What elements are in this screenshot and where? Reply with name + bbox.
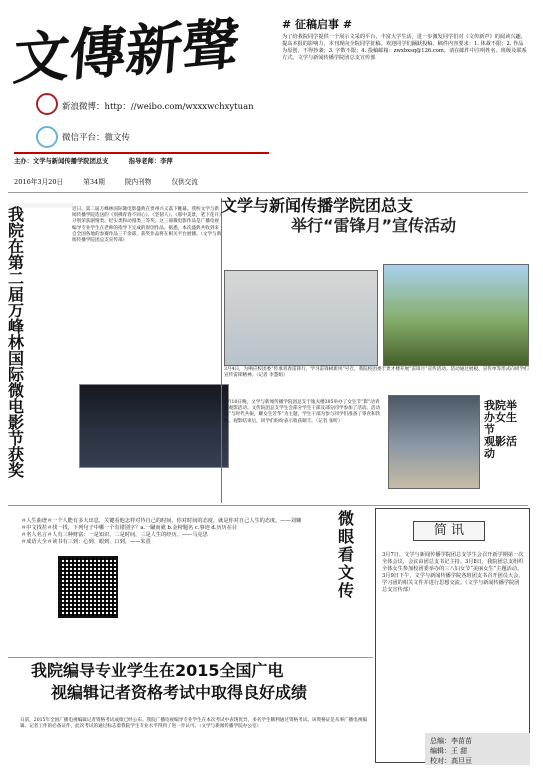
weibo-icon	[36, 93, 58, 115]
editor-box	[425, 733, 530, 765]
brief-title: 简 讯	[413, 521, 485, 541]
event-photo-a	[224, 270, 378, 366]
editor-general: 总编：李苗苗	[430, 737, 472, 745]
bottom-article-body: 日前，2015年全国广播电视编辑记者资格考试成绩已经公布。我院广播电视编导专业学生在本次考试中表现优异，多名学生顺利通过资格考试。该资格证是从事广播电视编辑、记者工作的必备证件，此次考试的通过标志着我院学生专业水平得到了进一步认可。（文学与新闻传播学院办公室）	[20, 718, 368, 730]
weibo-text: 新浪微博：http：//weibo.com/wxxxwchxytuan	[62, 102, 254, 112]
vertical-char: 节	[8, 429, 25, 448]
left-vertical-headline	[8, 205, 72, 480]
vertical-char: 影	[8, 413, 25, 432]
notice-body: 为了给我院同学提供一个展示文采的平台，丰富大学生活，进一步激发同学们对《文传新声》的阅读兴趣，提高本报的影响力，本刊现向全院同学征稿。欢迎同学们踊跃投稿，稿件内容要求：1. 体裁不限；2. 作品为原创，不得抄袭；3. 字数不限；4. 投稿邮箱：zwxbxsq@126.com。请在邮件中注明姓名、班级及联系方式。文学与新闻传播学院团总支宣传部	[282, 34, 527, 61]
bottom-headline-line1: 我院编导专业学生在2015全国广电	[31, 661, 284, 680]
vertical-char: 传	[338, 581, 355, 600]
vertical-char: 电	[8, 397, 25, 416]
sub-article-body: 3月10日晚，文学与新闻传播学院团总支于逸夫楼305举办了女生节“影”动青春观影活动。文传院团总支学生会部分学生干部及部分同学参加了活动。活动以“与时代共振，耀女生芳华”为主题，学生干部为参与同学们准备了零食和饮料。观影结束后，同学们纷纷表示收获颇丰。（记者 张昕）	[224, 400, 381, 424]
vertical-char: 奖	[8, 461, 25, 480]
vertical-char: 文	[338, 563, 355, 582]
headline-line1: 文学与新闻传播学院团总支	[221, 196, 414, 215]
bottom-headline-line2: 视编辑记者资格考试中取得良好成绩	[51, 683, 308, 702]
editor-proof: 校对：高旦亘	[430, 757, 472, 765]
notice-title: # 征稿启事 #	[282, 18, 353, 31]
vertical-char: 峰	[8, 317, 25, 336]
vertical-char: 万	[8, 301, 25, 320]
vertical-char: 在	[8, 237, 25, 256]
headline-block	[221, 196, 526, 261]
award-photo	[79, 384, 229, 468]
quiz-item: ＃成语大全＃读书有三到：心到、眼到、口到。——朱熹	[21, 539, 151, 545]
vertical-char: 际	[8, 365, 25, 384]
quiz-item: ＃人生曲谱＃一个人能有多大出息，关键看他怎样对待自己的时间。你对时间的态度，就是你对自己人生的态度。——刘墉	[21, 518, 302, 524]
vertical-char: 看	[338, 545, 355, 564]
vertical-char: 国	[8, 349, 25, 368]
sponsor: 主办：文学与新闻传播学院团总支	[14, 158, 109, 165]
bottom-headline	[31, 660, 371, 720]
section-divider-middle	[8, 505, 528, 506]
issue-number: 第34期	[83, 178, 105, 186]
headline-line2: 举行“雷锋月”宣传活动	[291, 216, 457, 235]
vertical-black-headline	[484, 400, 526, 500]
section-divider-top	[8, 192, 528, 193]
event-caption: 3月4日，为响应校团委“传承青春雷锋行，学习雷锋树新风”号召，我院校团委于贵才楼开展“雷锋月”宣传活动。活动通过展板、宣传单等形式向同学们宣传雷锋精神。（记者 李慧娟）	[224, 367, 529, 379]
quiz-vertical-title	[338, 510, 373, 640]
teacher: 指导老师：李萍	[128, 158, 173, 165]
vertical-char: 二	[8, 269, 25, 288]
publication-type: 院内刊物	[124, 178, 152, 186]
notice-section	[282, 18, 528, 188]
issue-line	[14, 176, 269, 186]
vertical-char: 眼	[338, 527, 355, 546]
vertical-char: 第	[8, 253, 25, 272]
wechat-icon	[36, 126, 58, 148]
vertical-char: 微	[338, 509, 355, 528]
vertical-line: 观影活动	[484, 435, 517, 460]
vertical-line: 我院举办女生节	[484, 399, 517, 436]
brief-body: 3月7日，文学与新闻传播学院团总支学生会召开新学期第一次全体会议，会议由团总支书记主持。3月8日，我院团总支组织全体女生参加校团委举办的三八妇女节“美丽女生”主题活动。3月9日下午，文学与新闻传播学院各班团支书召开团员大会，学习团的相关文件并进行思想交流。（文学与新闻传播学院团总支宣传部）	[382, 552, 524, 593]
wechat-text: 微信平台：微文传	[62, 133, 131, 143]
vertical-char: 我	[8, 205, 25, 224]
masthead-rule	[14, 152, 269, 154]
vertical-char: 届	[8, 285, 25, 304]
sponsor-line	[14, 156, 269, 166]
film-photo	[388, 395, 480, 489]
editor-editor: 编辑：王 甜	[430, 747, 468, 755]
section-divider-bottom	[8, 657, 373, 658]
quiz-item: ＃名人名言＃人有三种财富：一是知识，二是时间，三是人生的经历。——马克思	[21, 532, 208, 538]
vertical-char: 院	[8, 221, 25, 240]
vertical-char: 林	[8, 333, 25, 352]
masthead-title: 文傳新聲	[10, 12, 242, 93]
quiz-item: ＃中文找茬＃找一找，下列句子中哪一个有错别字？a.一蹴而就 b.金榜题名 c.事迹 d.历历在目	[21, 525, 238, 531]
vertical-char: 微	[8, 381, 25, 400]
qr-code	[58, 556, 118, 618]
event-photo-b	[383, 264, 529, 366]
circulation-note: 仅供交流	[171, 178, 198, 186]
vertical-char: 获	[8, 445, 25, 464]
date: 2016年3月20日	[14, 178, 64, 186]
left-article-body: 近日，第二届万峰林国际微电影盛典在贵州兴义落下帷幕。我校文学与新闻传播学院选送的《别拂青春不同心》、《坚韧人》、《那中美景，笔下花开》分别荣获剧情类、纪实类和动漫类三等奖。这三部微电影作品是广播电视编导专业学生在老师的指导下完成的原创作品。据悉，本次盛典共收到来自全国各地的参赛作品三千余部，获奖作品将在相关平台展播。（文学与新闻传播学院团总支宣传部）	[72, 207, 222, 244]
